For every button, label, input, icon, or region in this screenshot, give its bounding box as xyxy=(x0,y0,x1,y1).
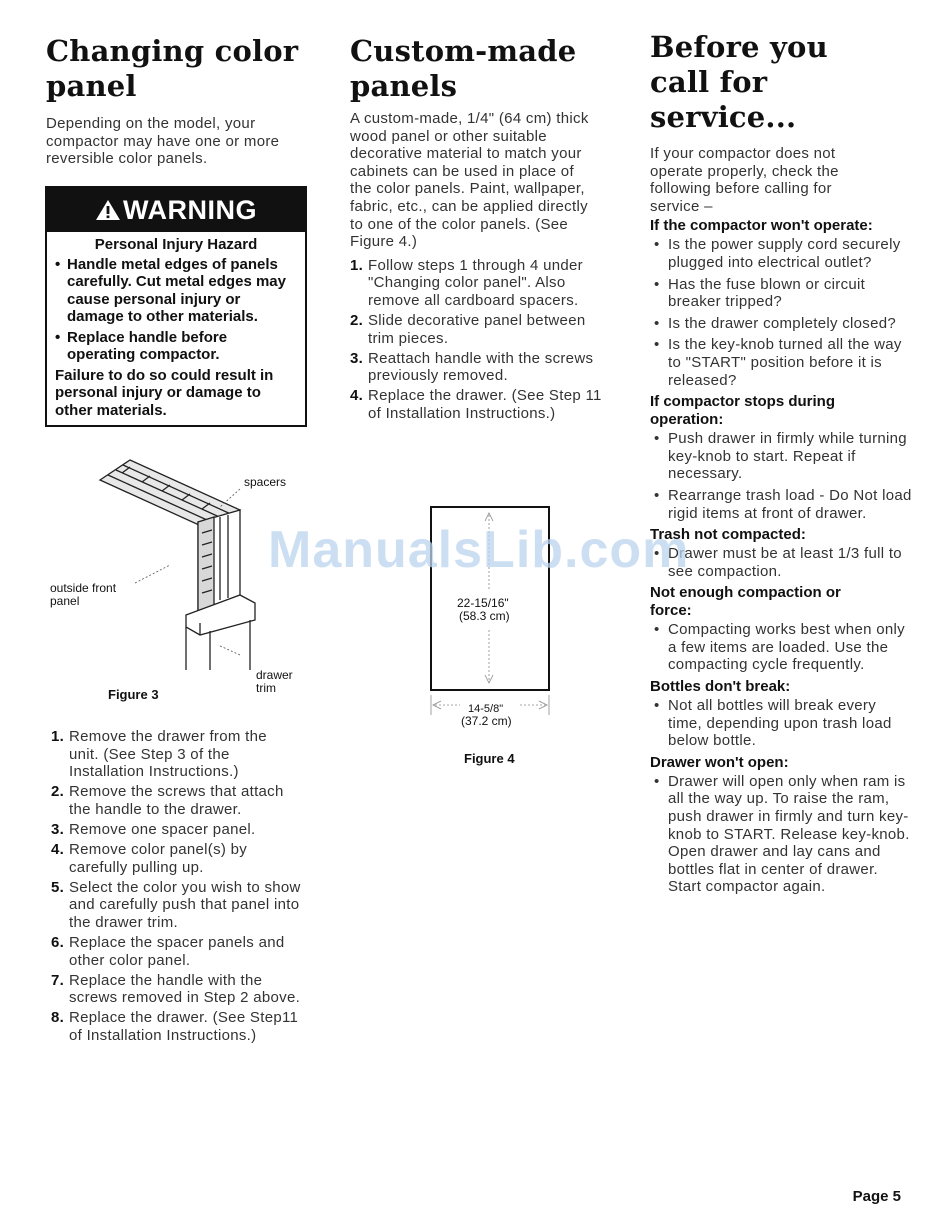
warning-header xyxy=(47,188,305,232)
step-item: 5. Select the color you wish to show and carefully push that panel into the drawer trim. xyxy=(51,878,301,931)
color-panel-intro: Depending on the model, your compactor may have one or more reversible color panels. xyxy=(46,115,280,168)
figure-3-label-outside-panel: outside front panel xyxy=(50,581,117,608)
troubleshoot-item: • Not all bottles will break every time, depending upon trash load below bottle. xyxy=(650,697,912,750)
troubleshoot-item: • Push drawer in firmly while turning key-knob to start. Repeat if necessary. xyxy=(650,430,912,483)
troubleshoot-list xyxy=(650,236,912,389)
section-title-before-service: Before you call for service... xyxy=(650,30,828,134)
step-item: 2. Remove the screws that attach the handle to the drawer. xyxy=(51,783,284,818)
troubleshoot-item: • Is the drawer completely closed? xyxy=(650,315,912,333)
column-before-service xyxy=(650,0,912,900)
troubleshoot-item: • Is the key-knob turned all the way to "START" position before it is released? xyxy=(650,336,912,389)
column-custom-panels xyxy=(350,0,605,425)
custom-panels-steps xyxy=(350,257,602,423)
troubleshoot-list xyxy=(650,773,912,896)
step-item: 3. Remove one spacer panel. xyxy=(51,820,256,838)
custom-panels-intro: A custom-made, 1/4" (64 cm) thick wood panel or other suitable decorative material to match your cabinets can be used in place of the color panels. Paint, wallpaper, fabric, etc., can be applied directly to one of the color panels. (See Figure 4.) xyxy=(350,110,589,251)
troubleshoot-heading: Not enough compaction or force: xyxy=(650,584,841,620)
troubleshoot-item: • Compacting works best when only a few items are loaded. Use the compacting cycle frequently. xyxy=(650,621,912,674)
step-item: 4. Remove color panel(s) by carefully pulling up. xyxy=(51,841,248,876)
figure-4-width-cm: (37.2 cm) xyxy=(461,714,512,728)
warning-list xyxy=(55,256,297,364)
warning-body xyxy=(47,232,305,425)
figure-4-height-cm: (58.3 cm) xyxy=(459,609,510,623)
step-item: 8. Replace the drawer. (See Step11 of Installation Instructions.) xyxy=(51,1009,299,1044)
troubleshoot-list xyxy=(650,430,912,522)
step-item: 2. Slide decorative panel between trim pieces. xyxy=(350,312,586,347)
figure-3-label-drawer-trim: drawer trim xyxy=(256,668,293,695)
warning-label: WARNING xyxy=(123,195,257,225)
before-service-intro: If your compactor does not operate properly, check the following before calling for service – xyxy=(650,145,839,215)
warning-item: • Handle metal edges of panels carefully. Cut metal edges may cause personal injury or damage to other materials. xyxy=(55,256,297,326)
color-panel-steps xyxy=(51,728,301,1047)
troubleshoot-heading: If compactor stops during operation: xyxy=(650,393,836,429)
step-item: 1. Remove the drawer from the unit. (See Step 3 of the Installation Instructions.) xyxy=(51,728,267,781)
section-title-color-panel: Changing color panel xyxy=(46,34,299,103)
warning-box xyxy=(45,186,307,427)
warning-subheader: Personal Injury Hazard xyxy=(94,236,258,253)
warning-item: • Replace handle before operating compactor. xyxy=(55,329,297,364)
figure-4-width-inches: 14-5/8" xyxy=(468,703,504,715)
troubleshoot-item: • Is the power supply cord securely plugged into electrical outlet? xyxy=(650,236,912,271)
troubleshoot-heading: Trash not compacted: xyxy=(650,526,806,544)
figure-4-height-inches: 22-15/16" xyxy=(457,596,509,610)
step-item: 6. Replace the spacer panels and other color panel. xyxy=(51,934,285,969)
step-item: 3. Reattach handle with the screws previously removed. xyxy=(350,349,594,385)
troubleshoot-heading: Drawer won't open: xyxy=(650,753,789,771)
figure-3-caption: Figure 3 xyxy=(108,687,159,702)
step-item: 1. Follow steps 1 through 4 under "Changing color panel". Also remove all cardboard spacers. xyxy=(350,256,583,309)
troubleshoot-item: • Rearrange trash load - Do Not load rigid items at front of drawer. xyxy=(650,487,912,522)
manualslib-watermark: ManualsLib.com xyxy=(268,521,690,579)
figure-3-label-spacers: spacers xyxy=(244,475,287,489)
figure-3-illustration xyxy=(90,455,260,675)
troubleshoot-item: • Drawer will open only when ram is all the way up. To raise the ram, push drawer in firmly and turn key-knob to START. Release key-knob. Open drawer and lay cans and bottles flat in center of drawer. Start compactor again. xyxy=(650,773,912,896)
step-item: 7. Replace the handle with the screws removed in Step 2 above. xyxy=(51,971,301,1007)
section-title-custom-panels: Custom-made panels xyxy=(350,34,577,103)
page-number: Page 5 xyxy=(852,1188,901,1205)
warning-triangle-icon xyxy=(95,199,121,221)
troubleshoot-item: • Drawer must be at least 1/3 full to see compaction. xyxy=(650,545,912,580)
troubleshoot-heading: Bottles don't break: xyxy=(650,678,791,696)
figure-4-caption: Figure 4 xyxy=(464,751,515,766)
column-color-panel xyxy=(46,0,301,168)
step-item: 4. Replace the drawer. (See Step 11 of Installation Instructions.) xyxy=(350,387,602,422)
troubleshoot-list xyxy=(650,621,912,674)
troubleshoot-item: • Has the fuse blown or circuit breaker tripped? xyxy=(650,276,912,311)
troubleshoot-heading: If the compactor won't operate: xyxy=(650,217,873,235)
troubleshoot-list xyxy=(650,697,912,750)
warning-footer: Failure to do so could result in personal injury or damage to other materials. xyxy=(55,366,274,419)
